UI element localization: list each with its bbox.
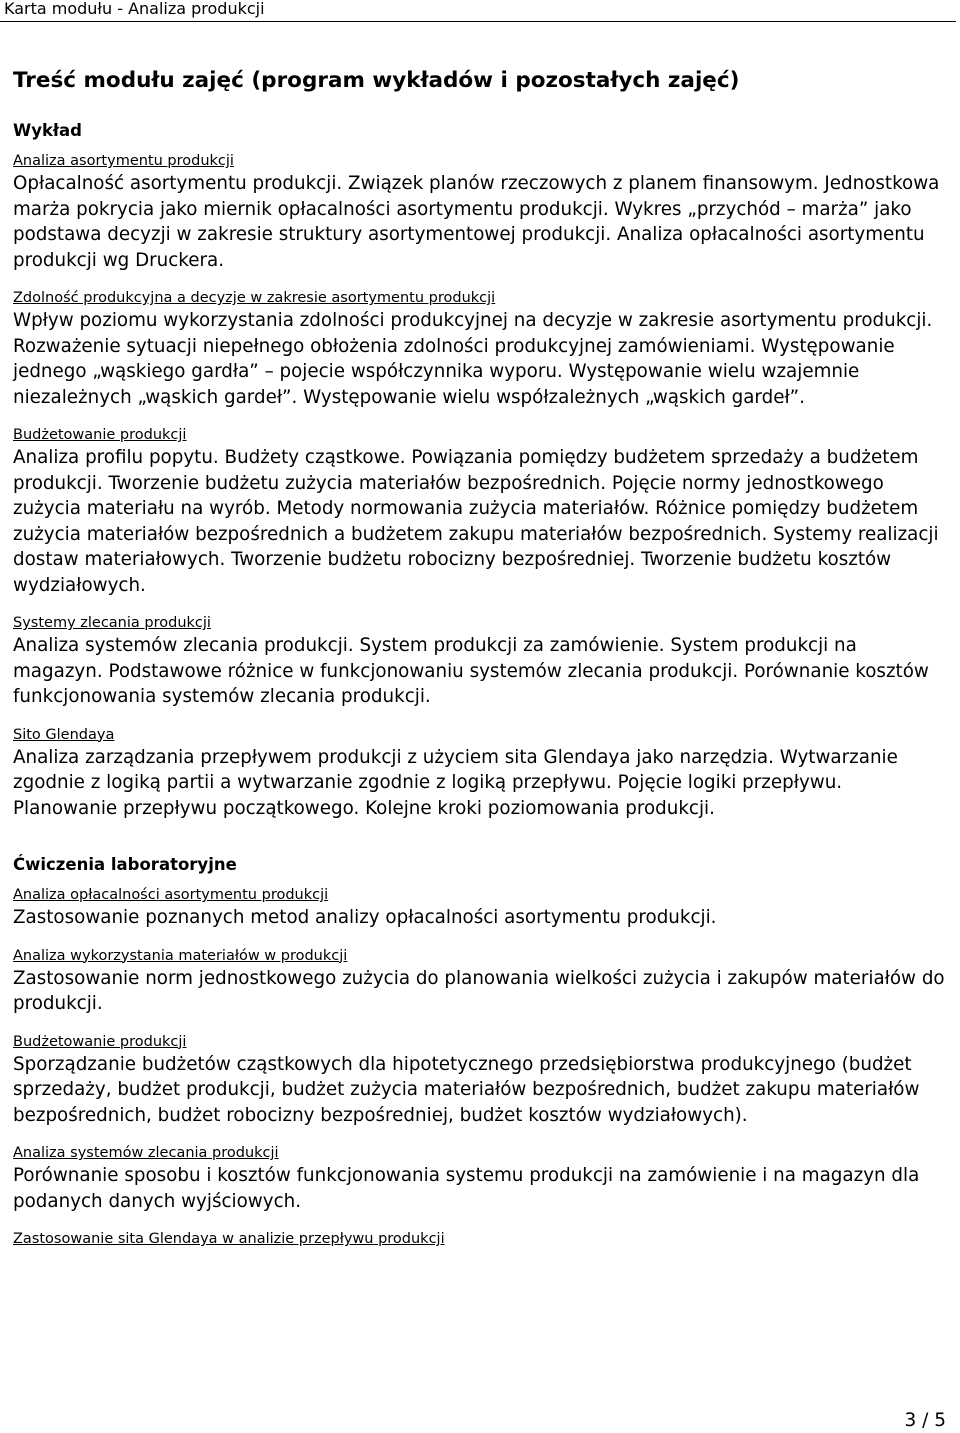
topic-item [13, 612, 948, 710]
topic-description: Analiza systemów zlecania produkcji. System produkcji za zamówienie. System produkcji na magazyn. Podstawowe różnice w funkcjonowaniu systemów zlecania produkcji. Porównanie kosztów funkcjonowania systemów zlecania produkcji. [13, 635, 929, 707]
section-laboratory [13, 854, 948, 1249]
topic-item [13, 945, 948, 1017]
topic-description: Analiza profilu popytu. Budżety cząstkowe. Powiązania pomiędzy budżetem sprzedaży a budżetem produkcji. Tworzenie budżetu zużycia materiałów bezpośrednich. Pojęcie normy jednostkowego zużycia materiału na wyrób. Metody normowania zużycia materiałów. Różnice pomiędzy budżetem zużycia materiałów bezpośrednich a budżetem zakupu materiałów bezpośrednich. Systemy realizacji dostaw materiałowych. Tworzenie budżetu robocizny bezpośredniej. Tworzenie budżetu kosztów wydziałowych. [13, 447, 939, 596]
topic-link[interactable]: Analiza systemów zlecania produkcji [13, 1145, 279, 1161]
main-title: Treść modułu zajęć (program wykładów i pozostałych zajęć) [13, 68, 740, 93]
section-lecture [13, 120, 948, 821]
document-title: Karta modułu - Analiza produkcji [4, 0, 265, 18]
topic-link[interactable]: Systemy zlecania produkcji [13, 615, 211, 631]
topic-description: Zastosowanie norm jednostkowego zużycia do planowania wielkości zużycia i zakupów materiałów do produkcji. [13, 967, 945, 1014]
topic-item [13, 1031, 948, 1129]
topic-item [13, 724, 948, 822]
topic-description: Porównanie sposobu i kosztów funkcjonowania systemu produkcji na zamówienie i na magazyn dla podanych danych wyjściowych. [13, 1165, 920, 1212]
topic-link[interactable]: Budżetowanie produkcji [13, 1033, 187, 1050]
topic-link[interactable]: Analiza wykorzystania materiałów w produkcji [13, 947, 348, 964]
section-heading: Wykład [13, 121, 82, 140]
topic-item [13, 287, 948, 410]
topic-item [13, 150, 948, 273]
topic-description: Analiza zarządzania przepływem produkcji z użyciem sita Glendaya jako narzędzia. Wytwarzanie zgodnie z logiką partii a wytwarzanie zgodnie z logiką przepływu. Pojęcie logiki przepływu. Planowanie przepływu początkowego. Kolejne kroki poziomowania produkcji. [13, 746, 898, 819]
document-header [0, 0, 956, 22]
topic-item [13, 1142, 948, 1214]
page-content [13, 66, 948, 1263]
topic-link[interactable]: Sito Glendaya [13, 726, 115, 743]
topic-description: Zastosowanie poznanych metod analizy opłacalności asortymentu produkcji. [13, 907, 717, 928]
topic-description: Opłacalność asortymentu produkcji. Związek planów rzeczowych z planem finansowym. Jednostkowa marża pokrycia jako miernik opłacalności asortymentu produkcji. Wykres „przychód – marża” jako podstawa decyzji w zakresie struktury asortymentowej produkcji. Analiza opłacalności asortymentu produkcji wg Druckera. [13, 173, 940, 271]
topic-link[interactable]: Zdolność produkcyjna a decyzje w zakresie asortymentu produkcji [13, 290, 496, 306]
topic-link[interactable]: Zastosowanie sita Glendaya w analizie przepływu produkcji [13, 1231, 445, 1247]
topic-link[interactable]: Analiza opłacalności asortymentu produkcji [13, 887, 329, 903]
topic-item [13, 1228, 948, 1249]
topic-description: Sporządzanie budżetów cząstkowych dla hipotetycznego przedsiębiorstwa produkcyjnego (budżet sprzedaży, budżet produkcji, budżet zużycia materiałów bezpośrednich, budżet zakupu materiałów bezpośrednich, budżet robocizny bezpośredniej, budżet kosztów wydziałowych). [13, 1053, 920, 1126]
topic-link[interactable]: Budżetowanie produkcji [13, 427, 187, 443]
page-number: 3 / 5 [904, 1410, 946, 1431]
topic-item [13, 884, 948, 931]
section-heading: Ćwiczenia laboratoryjne [13, 855, 237, 874]
topic-description: Wpływ poziomu wykorzystania zdolności produkcyjnej na decyzje w zakresie asortymentu produkcji. Rozważenie sytuacji niepełnego obłożenia zdolności produkcyjnej zamówieniami. Występowanie jednego „wąskiego gardła” – pojecie współczynnika wyporu. Występowanie wielu wzajemnie niezależnych „wąskich gardeł”. Występowanie wielu współzależnych „wąskich gardeł”. [13, 310, 933, 408]
topic-item [13, 424, 948, 598]
topic-link[interactable]: Analiza asortymentu produkcji [13, 153, 234, 169]
